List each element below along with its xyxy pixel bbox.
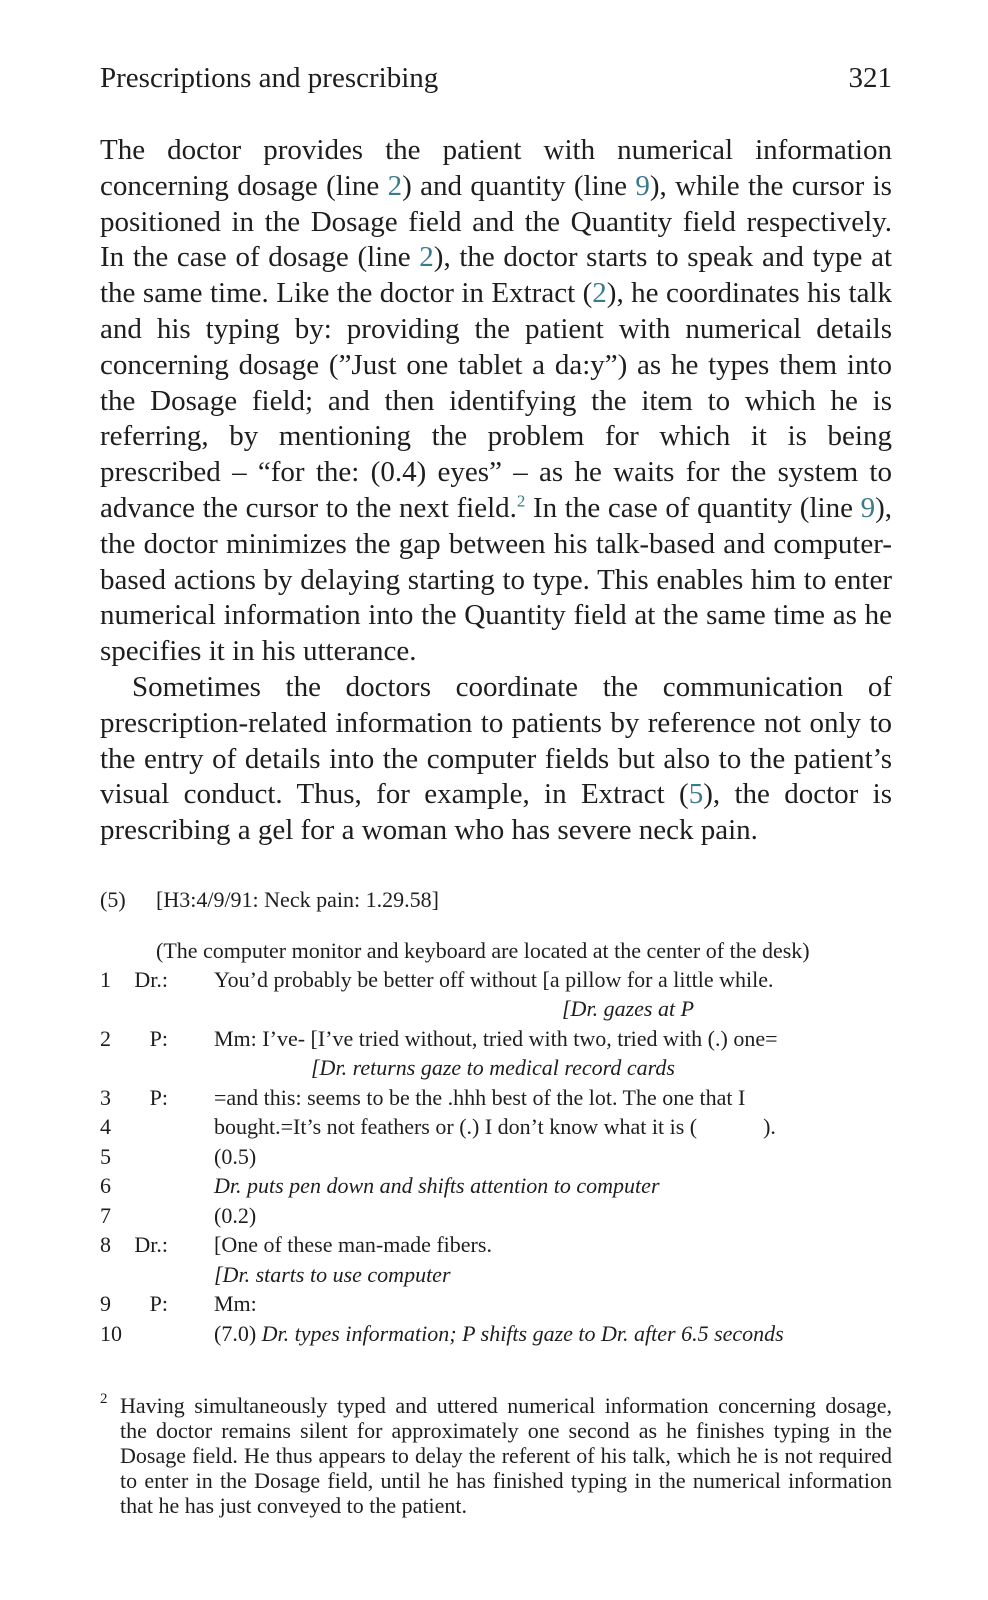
line-number: 7 bbox=[100, 1203, 111, 1228]
text-run: ), he coordinates his talk and his typing by: providing the patient with numerical details concerning dosage (”Just one tablet a da:y”) as he types them into the Dosage field; and then identifying the item to which he is referring, by mentioning the problem for which it is being prescribed – “for the: (0.4) eyes” – as he waits for the system to advance the cursor to the next field. bbox=[100, 277, 892, 524]
extract-source: [H3:4/9/91: Neck pain: 1.29.58] bbox=[156, 887, 439, 912]
transcript-line bbox=[100, 1262, 892, 1292]
line-number: 9 bbox=[100, 1291, 111, 1316]
action-note: Dr. puts pen down and shifts attention to computer bbox=[214, 1173, 660, 1198]
line-number: 4 bbox=[100, 1114, 111, 1139]
text-run: In the case of quantity (line bbox=[525, 491, 861, 524]
utterance: You’d probably be better off without [a pillow for a little while. bbox=[214, 967, 774, 992]
speaker: Dr.: bbox=[134, 967, 168, 992]
utterance: =and this: seems to be the .hhh best of the lot. The one that I bbox=[214, 1085, 746, 1110]
speaker: Dr.: bbox=[134, 1232, 168, 1257]
utterance: bought.=It’s not feathers or (.) I don’t know what it is ( ). bbox=[214, 1114, 776, 1139]
transcript-line bbox=[100, 1055, 892, 1085]
text-run: ), while the cursor is positioned in the Dosage field and the Quantity field respectively. In the case of dosage (line bbox=[100, 169, 892, 274]
action-note: [Dr. starts to use computer bbox=[214, 1262, 451, 1287]
text-run: ), the doctor is prescribing a gel for a woman who has severe neck pain. bbox=[100, 778, 892, 847]
footnote-reference-link[interactable]: 2 bbox=[516, 491, 526, 511]
line-number: 5 bbox=[100, 1144, 111, 1169]
transcript-line bbox=[100, 1173, 892, 1203]
text-run: ), the doctor minimizes the gap between his talk-based and computer-based actions by delaying starting to type. This enables him to enter numerical information into the Quantity field at the same time as he specifies it in his utterance. bbox=[100, 491, 892, 668]
extract-number: (5) bbox=[100, 887, 126, 912]
line-number: 3 bbox=[100, 1085, 111, 1110]
transcript-line bbox=[100, 1291, 892, 1321]
page-number: 321 bbox=[848, 62, 892, 94]
line-number: 6 bbox=[100, 1173, 111, 1198]
transcript-line bbox=[100, 1026, 892, 1056]
line-number: 8 bbox=[100, 1232, 111, 1257]
footnote-text: Having simultaneously typed and uttered numerical information concerning dosage, the doctor remains silent for approximately one second as he finishes typing in the Dosage field. He thus appears to delay the referent of his talk, which he is not required to enter in the Dosage field, until he has finished typing in the numerical information that he has just conveyed to the patient. bbox=[120, 1393, 892, 1518]
extract-reference-link[interactable]: 2 bbox=[592, 277, 607, 310]
running-header bbox=[100, 62, 892, 102]
footnote bbox=[100, 1393, 892, 1518]
line-number: 10 bbox=[100, 1321, 122, 1346]
paragraph-1 bbox=[100, 133, 892, 670]
line-reference-link[interactable]: 9 bbox=[860, 491, 876, 524]
speaker: P: bbox=[149, 1026, 168, 1051]
transcript-line bbox=[100, 996, 892, 1026]
utterance: Mm: I’ve- [I’ve tried without, tried with two, tried with (.) one= bbox=[214, 1026, 778, 1051]
text-run: The doctor provides the patient with numerical information concerning dosage (line bbox=[100, 134, 892, 202]
utterance bbox=[214, 1321, 784, 1347]
speaker: P: bbox=[149, 1291, 168, 1316]
extract-reference-link[interactable]: 5 bbox=[688, 778, 704, 811]
pause: (7.0) bbox=[214, 1321, 262, 1346]
transcript-line bbox=[100, 1114, 892, 1144]
transcript-line bbox=[100, 1203, 892, 1233]
transcript-line bbox=[100, 1321, 892, 1351]
line-reference-link[interactable]: 2 bbox=[387, 169, 403, 202]
line-reference-link[interactable]: 9 bbox=[635, 169, 650, 202]
extract-setting-note: (The computer monitor and keyboard are located at the center of the desk) bbox=[156, 938, 810, 963]
text-run: ), the doctor starts to speak and type at the same time. Like the doctor in Extract ( bbox=[100, 241, 893, 310]
transcript-line bbox=[100, 1085, 892, 1115]
utterance: [One of these man-made fibers. bbox=[214, 1232, 492, 1257]
action-note: [Dr. gazes at P bbox=[562, 996, 695, 1021]
line-number: 2 bbox=[100, 1026, 111, 1051]
utterance: Mm: bbox=[214, 1291, 257, 1316]
text-run: ) and quantity (line bbox=[402, 169, 636, 202]
running-title: Prescriptions and prescribing bbox=[100, 62, 439, 94]
transcript-line bbox=[100, 967, 892, 997]
pause: (0.2) bbox=[214, 1203, 257, 1228]
transcript-line bbox=[100, 1232, 892, 1262]
speaker: P: bbox=[149, 1085, 168, 1110]
pause: (0.5) bbox=[214, 1144, 257, 1169]
line-number: 1 bbox=[100, 967, 111, 992]
action-note: [Dr. returns gaze to medical record cards bbox=[311, 1055, 675, 1080]
body-text bbox=[100, 133, 892, 849]
transcript-line bbox=[100, 1144, 892, 1174]
line-reference-link[interactable]: 2 bbox=[419, 241, 434, 274]
text-run: Sometimes the doctors coordinate the communication of prescription-related information to patients by reference not only to the entry of details into the computer fields but also to the patient’s visual conduct. Thus, for example, in Extract ( bbox=[100, 670, 892, 811]
footnote-marker: 2 bbox=[100, 1391, 108, 1407]
action-note: Dr. types information; P shifts gaze to Dr. after 6.5 seconds bbox=[261, 1321, 784, 1346]
paragraph-2 bbox=[100, 670, 892, 849]
